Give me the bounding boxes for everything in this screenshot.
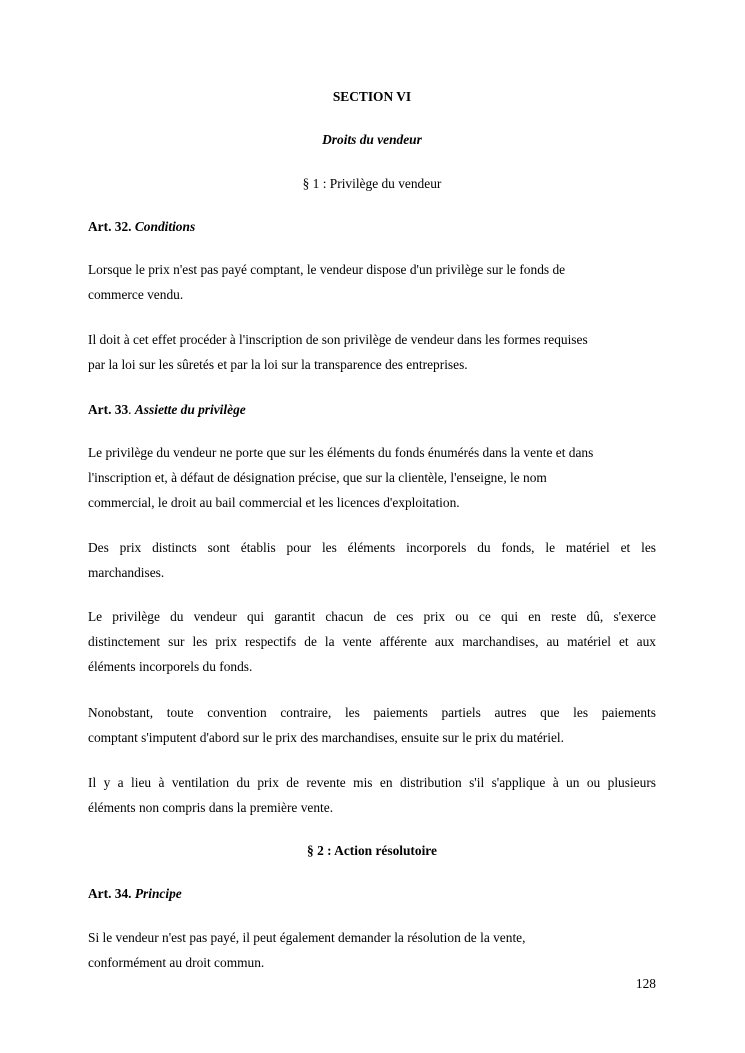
article-33-heading (88, 401, 246, 419)
paragraph-line: Le privilège du vendeur ne porte que sur les éléments du fonds énumérés dans la vente et dans (88, 445, 594, 460)
paragraph-line: distinctement sur les prix respectifs de la vente afférente aux marchandises, au matériel et aux (88, 634, 656, 649)
article-34-title: Principe (134, 886, 182, 901)
paragraph-line: éléments non compris dans la première vente. (88, 800, 334, 815)
subsection-2-heading: § 2 : Action résolutoire (307, 843, 437, 858)
article-33-paragraph-1 (88, 440, 656, 515)
paragraph-line: comptant s'imputent d'abord sur le prix des marchandises, ensuite sur le prix du matériel. (88, 730, 564, 745)
paragraph-line: par la loi sur les sûretés et par la loi sur la transparence des entreprises. (88, 357, 468, 372)
section-subtitle: Droits du vendeur (322, 132, 422, 147)
page-number: 128 (635, 976, 656, 991)
subsection-heading: § 1 : Privilège du vendeur (302, 176, 442, 191)
paragraph-line: commerce vendu. (88, 287, 184, 302)
article-33-paragraph-4 (88, 700, 656, 750)
article-33-paragraph-2 (88, 535, 656, 585)
article-33-paragraph-3 (88, 604, 656, 679)
article-33-title: Assiette du privilège (134, 402, 246, 417)
paragraph-line: Il doit à cet effet procéder à l'inscription de son privilège de vendeur dans les formes requises (88, 332, 588, 347)
article-34-number: Art. 34. (88, 886, 132, 901)
paragraph-line: marchandises. (88, 565, 165, 580)
article-32-number: Art. 32. (88, 219, 132, 234)
section-title: SECTION VI (332, 89, 412, 104)
paragraph-line: Il y a lieu à ventilation du prix de revente mis en distribution s'il s'applique à un ou plusieurs (88, 775, 656, 790)
article-33-number: Art. 33 (88, 402, 129, 417)
paragraph-line: Si le vendeur n'est pas payé, il peut également demander la résolution de la vente, (88, 930, 526, 945)
article-32-paragraph-2 (88, 327, 656, 377)
article-33-separator: . (128, 402, 135, 417)
paragraph-line: l'inscription et, à défaut de désignation précise, que sur la clientèle, l'enseigne, le nom (88, 470, 547, 485)
paragraph-line: Le privilège du vendeur qui garantit chacun de ces prix ou ce qui en reste dû, s'exerce (88, 609, 656, 624)
paragraph-line: éléments incorporels du fonds. (88, 659, 253, 674)
article-32-heading (88, 218, 195, 236)
paragraph-line: commercial, le droit au bail commercial et les licences d'exploitation. (88, 495, 460, 510)
paragraph-line: Des prix distincts sont établis pour les éléments incorporels du fonds, le matériel et les (88, 540, 656, 555)
paragraph-line: conformément au droit commun. (88, 955, 265, 970)
article-32-paragraph-1 (88, 257, 656, 307)
article-33-paragraph-5 (88, 770, 656, 820)
article-34-paragraph-1 (88, 925, 656, 975)
article-32-title: Conditions (134, 219, 196, 234)
paragraph-line: Nonobstant, toute convention contraire, les paiements partiels autres que les paiements (88, 705, 656, 720)
paragraph-line: Lorsque le prix n'est pas payé comptant, le vendeur dispose d'un privilège sur le fonds de (88, 262, 566, 277)
article-34-heading (88, 885, 182, 903)
